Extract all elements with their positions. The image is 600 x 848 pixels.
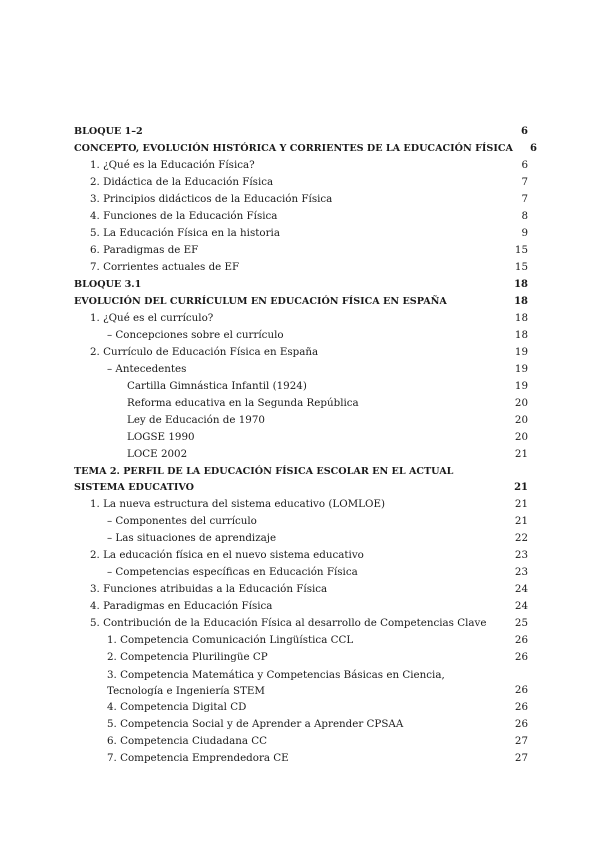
toc-entry[interactable] bbox=[74, 259, 528, 276]
toc-entry[interactable] bbox=[74, 750, 528, 767]
toc-entry-title: BLOQUE 1–2 bbox=[74, 126, 143, 137]
toc-page-number: 20 bbox=[514, 397, 528, 409]
toc-entry-title: 5. Competencia Social y de Aprender a Aprender CPSAA bbox=[107, 718, 404, 730]
toc-entry[interactable] bbox=[74, 513, 528, 530]
toc-page-number: 7 bbox=[521, 193, 528, 205]
toc-page-number: 6 bbox=[521, 126, 528, 137]
toc-entry[interactable] bbox=[74, 716, 528, 733]
toc-entry-title: 4. Paradigmas en Educación Física bbox=[90, 600, 273, 612]
toc-heading[interactable] bbox=[74, 140, 537, 157]
toc-entry-title: 1. ¿Qué es la Educación Física? bbox=[90, 159, 255, 171]
toc-entry-title: 6. Paradigmas de EF bbox=[90, 244, 199, 256]
toc-page-number: 26 bbox=[514, 634, 528, 646]
toc-entry[interactable] bbox=[74, 378, 528, 395]
toc-entry[interactable] bbox=[74, 530, 528, 547]
toc-entry-title: – Concepciones sobre el currículo bbox=[107, 329, 284, 341]
toc-page-number: 24 bbox=[514, 583, 528, 595]
toc-page-number: 22 bbox=[514, 532, 528, 544]
toc-entry[interactable] bbox=[74, 157, 528, 174]
toc-page-number: 21 bbox=[514, 498, 528, 510]
toc-entry[interactable] bbox=[74, 581, 528, 598]
toc-entry-title: CONCEPTO, EVOLUCIÓN HISTÓRICA Y CORRIENTES DE LA EDUCACIÓN FÍSICA bbox=[74, 143, 513, 154]
toc-entry[interactable] bbox=[74, 733, 528, 750]
toc-page-number: 20 bbox=[514, 414, 528, 426]
toc-page-number: 26 bbox=[514, 651, 528, 663]
toc-entry-title: 2. Didáctica de la Educación Física bbox=[90, 176, 274, 188]
toc-entry-title: LOGSE 1990 bbox=[127, 431, 195, 443]
toc-entry-title: – Antecedentes bbox=[107, 363, 187, 375]
toc-entry[interactable] bbox=[74, 699, 528, 716]
toc-entry-title: 7. Competencia Emprendedora CE bbox=[107, 752, 289, 764]
toc-entry[interactable] bbox=[74, 632, 528, 649]
toc-entry-title: Reforma educativa en la Segunda República bbox=[127, 397, 359, 409]
toc-entry-title: 7. Corrientes actuales de EF bbox=[90, 261, 240, 273]
toc-entry[interactable] bbox=[74, 429, 528, 446]
toc-entry[interactable] bbox=[74, 327, 528, 344]
toc-page-number: 18 bbox=[514, 329, 528, 341]
toc-page-number: 21 bbox=[514, 482, 528, 493]
toc-entry[interactable] bbox=[74, 598, 528, 615]
toc-entry[interactable] bbox=[74, 547, 528, 564]
toc-page-number: 21 bbox=[514, 448, 528, 460]
toc-page-number: 15 bbox=[514, 244, 528, 256]
toc-heading[interactable] bbox=[74, 293, 528, 310]
toc-page-number: 25 bbox=[514, 617, 528, 629]
toc-page-number: 19 bbox=[514, 363, 528, 375]
toc-page-number: 6 bbox=[521, 159, 528, 171]
toc-entry-title: 3. Competencia Matemática y Competencias Básicas en Ciencia, Tecnología e Ingeniería STEM bbox=[107, 669, 445, 697]
toc-page-number: 19 bbox=[514, 380, 528, 392]
toc-entry-title: 5. Contribución de la Educación Física al desarrollo de Competencias Clave bbox=[90, 617, 487, 629]
toc-entry[interactable] bbox=[74, 225, 528, 242]
toc-page-number: 19 bbox=[514, 346, 528, 358]
toc-entry-title: 1. ¿Qué es el currículo? bbox=[90, 312, 214, 324]
toc-page-number: 26 bbox=[514, 701, 528, 713]
toc-page-number: 27 bbox=[514, 752, 528, 764]
toc-entry[interactable] bbox=[74, 344, 528, 361]
toc-entry-title: 3. Funciones atribuidas a la Educación Física bbox=[90, 583, 328, 595]
toc-entry[interactable] bbox=[74, 649, 528, 666]
toc-page-number: 24 bbox=[514, 600, 528, 612]
toc-heading[interactable] bbox=[74, 123, 528, 140]
toc-page-number: 26 bbox=[514, 684, 528, 696]
toc-entry-title: EVOLUCIÓN DEL CURRÍCULUM EN EDUCACIÓN FÍSICA EN ESPAÑA bbox=[74, 296, 447, 307]
toc-entry[interactable] bbox=[74, 564, 528, 581]
toc-entry-title: 3. Principios didácticos de la Educación Física bbox=[90, 193, 333, 205]
toc-entry-title: 4. Competencia Digital CD bbox=[107, 701, 247, 713]
toc-entry-title: – Las situaciones de aprendizaje bbox=[107, 532, 277, 544]
toc-page-number: 6 bbox=[529, 143, 537, 154]
toc-page-number: 27 bbox=[514, 735, 528, 747]
toc-entry-title: LOCE 2002 bbox=[127, 448, 188, 460]
toc-entry-title: 2. Competencia Plurilingüe CP bbox=[107, 651, 268, 663]
toc-page-number: 15 bbox=[514, 261, 528, 273]
toc-entry-title: 1. Competencia Comunicación Lingüística CCL bbox=[107, 634, 354, 646]
table-of-contents bbox=[74, 123, 537, 767]
toc-page-number: 8 bbox=[521, 210, 528, 222]
toc-entry-title: – Componentes del currículo bbox=[107, 515, 257, 527]
toc-page-number: 23 bbox=[514, 549, 528, 561]
toc-entry[interactable] bbox=[74, 412, 528, 429]
toc-entry-title: 5. La Educación Física en la historia bbox=[90, 227, 280, 239]
toc-entry-title: Cartilla Gimnástica Infantil (1924) bbox=[127, 380, 307, 392]
toc-entry-title: – Competencias específicas en Educación Física bbox=[107, 566, 358, 578]
toc-entry-title: 1. La nueva estructura del sistema educativo (LOMLOE) bbox=[90, 498, 385, 510]
toc-entry[interactable] bbox=[74, 395, 528, 412]
toc-page-number: 21 bbox=[514, 515, 528, 527]
toc-entry-title: 2. La educación física en el nuevo sistema educativo bbox=[90, 549, 364, 561]
toc-entry-title: 6. Competencia Ciudadana CC bbox=[107, 735, 268, 747]
toc-heading[interactable] bbox=[74, 463, 528, 496]
toc-entry[interactable] bbox=[74, 615, 528, 632]
toc-entry[interactable] bbox=[74, 310, 528, 327]
toc-page-number: 23 bbox=[514, 566, 528, 578]
toc-entry[interactable] bbox=[74, 446, 528, 463]
toc-page-number: 18 bbox=[514, 296, 528, 307]
toc-entry-title: TEMA 2. PERFIL DE LA EDUCACIÓN FÍSICA ESCOLAR EN EL ACTUAL SISTEMA EDUCATIVO bbox=[74, 466, 454, 493]
toc-page-number: 7 bbox=[521, 176, 528, 188]
toc-entry[interactable] bbox=[74, 666, 528, 699]
toc-page-number: 18 bbox=[514, 279, 528, 290]
toc-entry[interactable] bbox=[74, 496, 528, 513]
toc-page-number: 9 bbox=[521, 227, 528, 239]
toc-page-number: 18 bbox=[514, 312, 528, 324]
toc-entry[interactable] bbox=[74, 361, 528, 378]
toc-entry[interactable] bbox=[74, 191, 528, 208]
toc-heading[interactable] bbox=[74, 276, 528, 293]
toc-page-number: 26 bbox=[514, 718, 528, 730]
toc-page-number: 20 bbox=[514, 431, 528, 443]
toc-entry-title: 2. Currículo de Educación Física en España bbox=[90, 346, 319, 358]
toc-entry-title: 4. Funciones de la Educación Física bbox=[90, 210, 278, 222]
toc-entry[interactable] bbox=[74, 242, 528, 259]
toc-entry-title: Ley de Educación de 1970 bbox=[127, 414, 265, 426]
toc-entry[interactable] bbox=[74, 208, 528, 225]
toc-entry[interactable] bbox=[74, 174, 528, 191]
toc-entry-title: BLOQUE 3.1 bbox=[74, 279, 142, 290]
